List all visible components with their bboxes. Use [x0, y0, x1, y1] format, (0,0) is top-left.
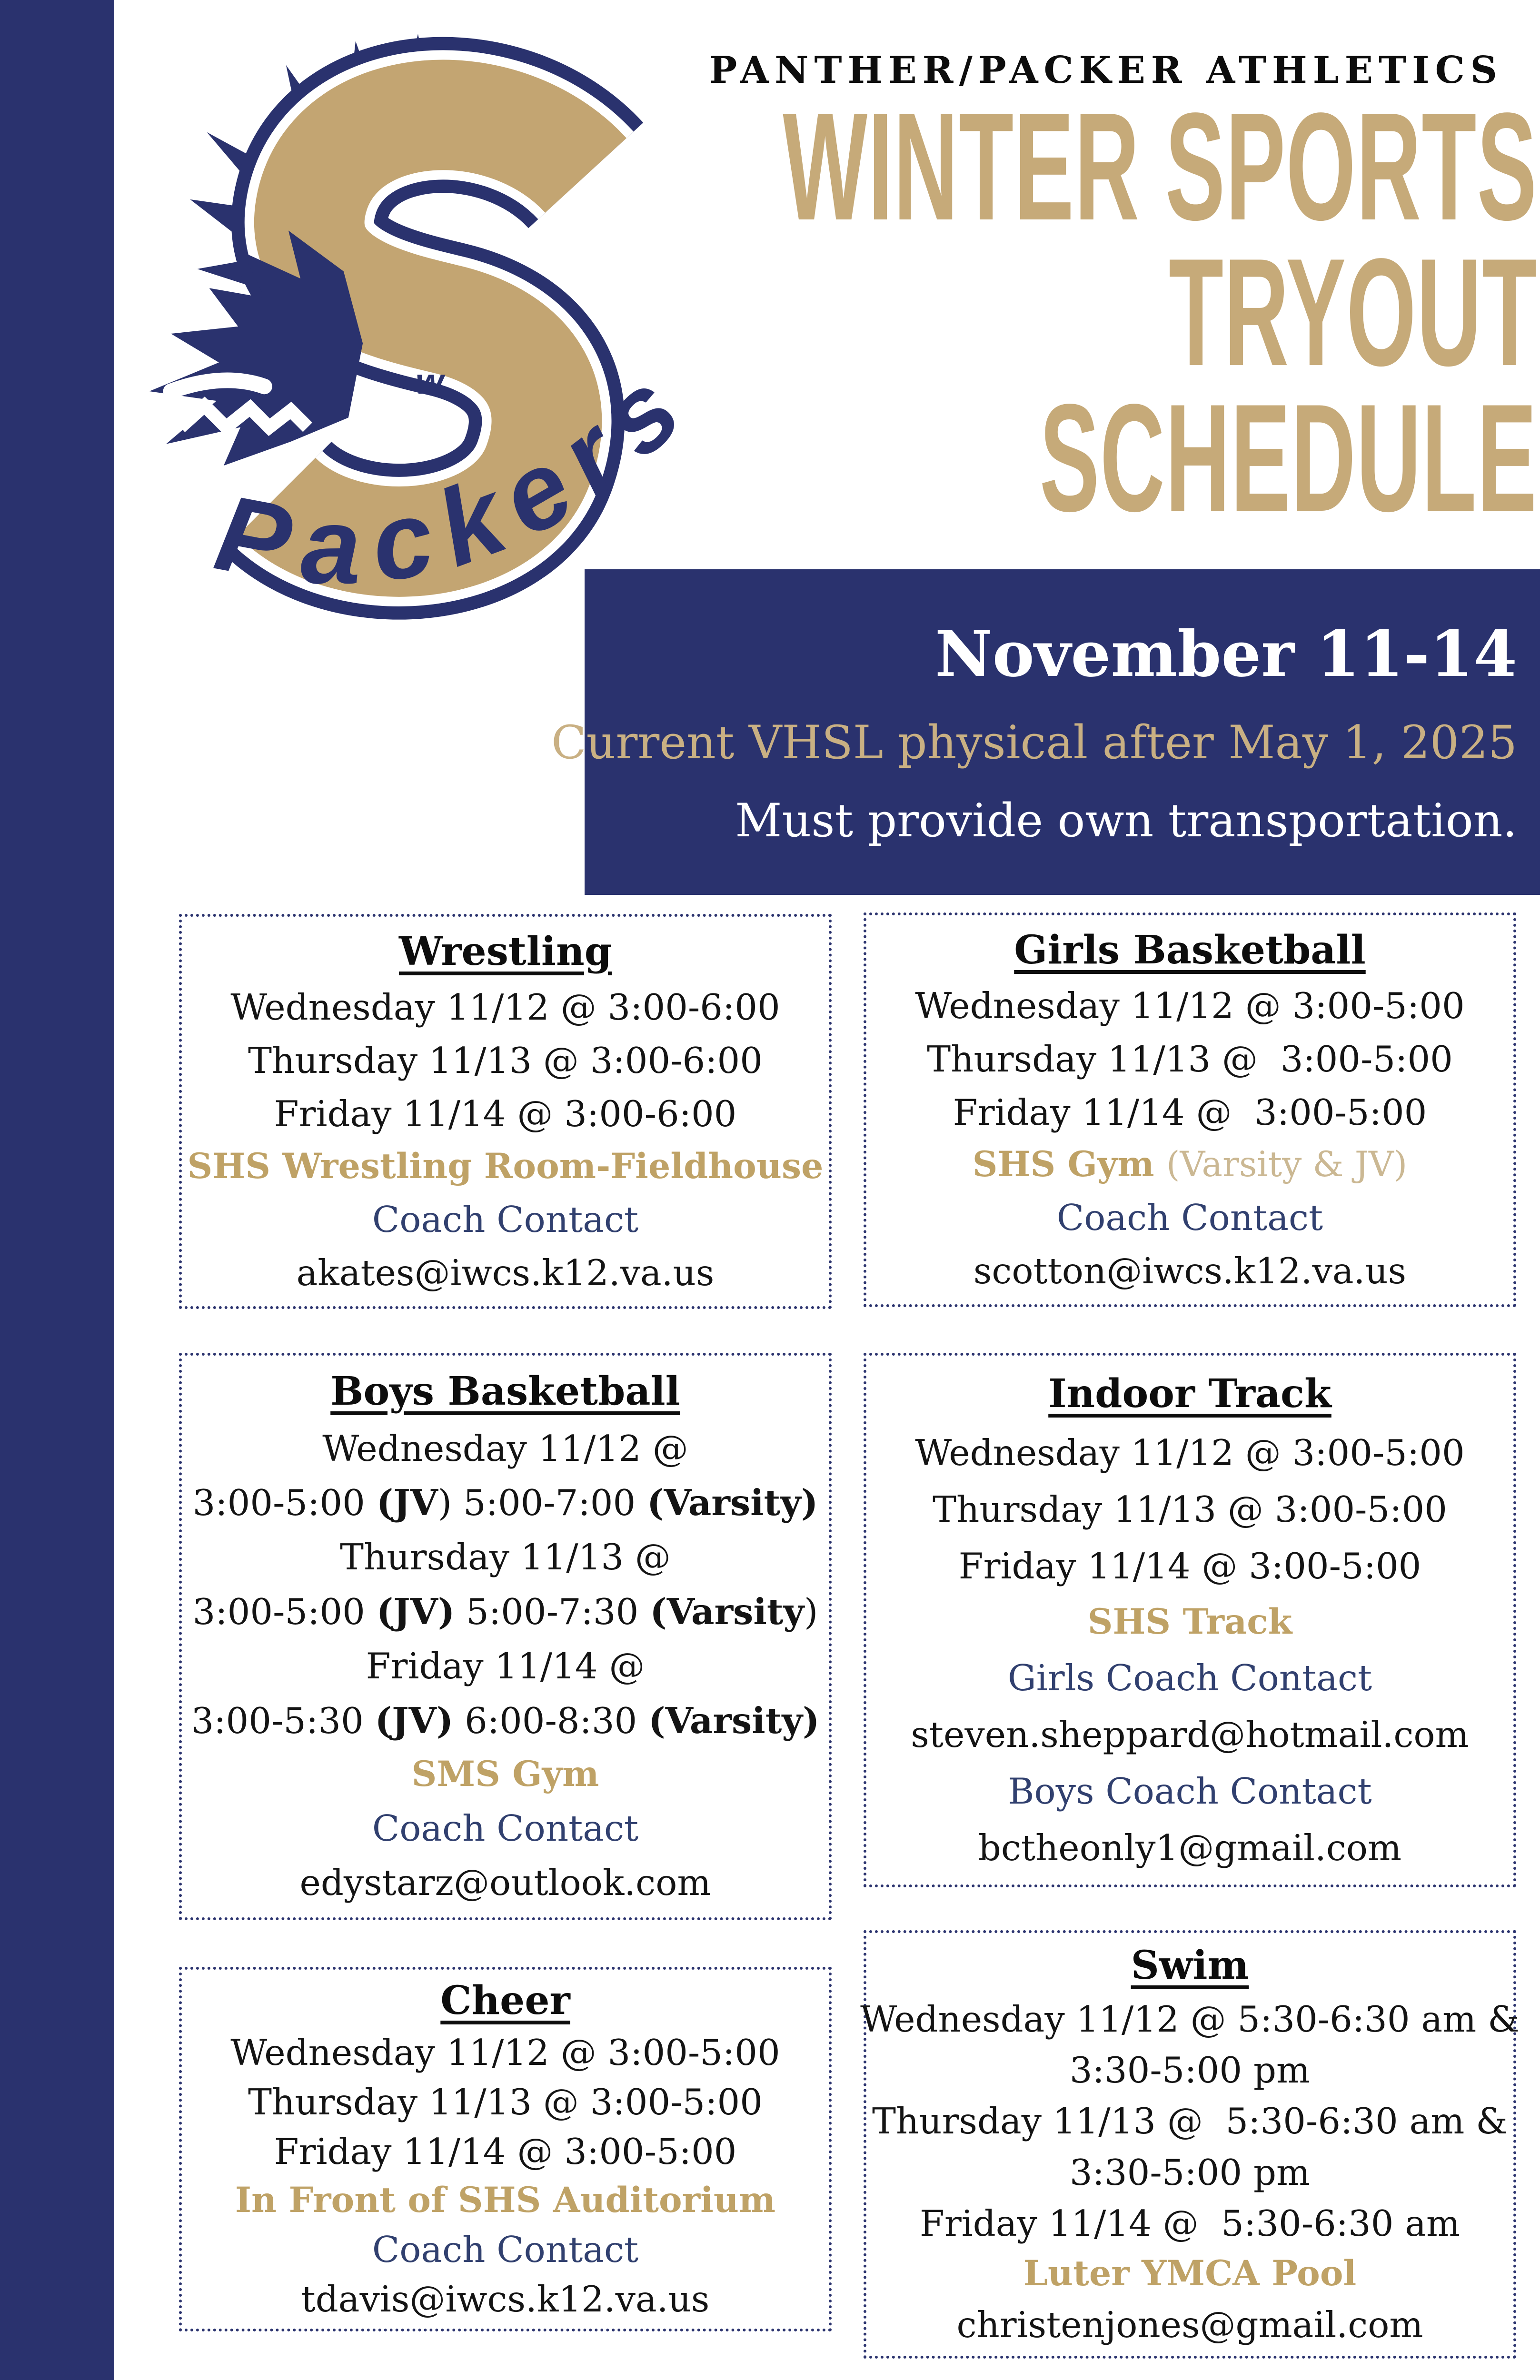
box-line-segment: Boys Coach Contact: [1008, 1770, 1372, 1813]
box-line-segment: (Varsity & JV): [1166, 1144, 1408, 1185]
box-line-segment: 3:00-5:00: [192, 1590, 377, 1633]
box-line-segment: Coach Contact: [372, 1198, 639, 1240]
box-line-segment: SHS Gym: [972, 1144, 1167, 1185]
box-line-segment: christenjones@gmail.com: [956, 2303, 1423, 2346]
box-line: [366, 1646, 645, 1686]
box-title: Boys Basketball: [330, 1368, 680, 1415]
box-title: Girls Basketball: [1014, 927, 1366, 973]
box-line-segment: SHS Track: [1087, 1601, 1292, 1642]
box-line-segment: akates@iwcs.k12.va.us: [296, 1251, 715, 1294]
box-line: [230, 2033, 780, 2073]
box-line: [911, 1715, 1469, 1755]
small-w-mark: w.: [415, 362, 452, 402]
team-name-script: Packers: [207, 347, 706, 607]
box-line: [973, 1145, 1407, 1184]
box-line-segment: 5:00-7:30: [455, 1590, 650, 1633]
box-line: [933, 1489, 1447, 1529]
box-line: [235, 2181, 775, 2220]
box-line-segment: ): [804, 1590, 818, 1633]
info-banner: [551, 569, 1540, 895]
box-line: [1070, 2050, 1310, 2090]
box-line-segment: Coach Contact: [1056, 1197, 1323, 1239]
box-title: Cheer: [440, 1978, 570, 2024]
box-line: [248, 2082, 763, 2122]
box-line: [274, 2132, 737, 2172]
box-line: [230, 987, 780, 1027]
box-line-segment: steven.sheppard@hotmail.com: [911, 1714, 1469, 1756]
box-line-segment: (JV: [376, 1482, 438, 1524]
box-line: [860, 1999, 1520, 2039]
box-line: [191, 1701, 820, 1741]
box-line-segment: Thursday 11/13 @ 3:00-5:00: [933, 1488, 1447, 1530]
box-line-segment: In Front of SHS Auditorium: [235, 2180, 776, 2221]
box-line-segment: Thursday 11/13 @: [340, 1536, 671, 1578]
box-line: [188, 1147, 824, 1186]
sport-box-swim: [860, 1930, 1520, 2359]
box-line: [959, 1546, 1421, 1586]
box-line-segment: tdavis@iwcs.k12.va.us: [301, 2278, 710, 2320]
box-line: [372, 1808, 638, 1848]
sport-box-girls-basketball: [864, 912, 1516, 1307]
box-line-segment: Wednesday 11/12 @ 3:00-5:00: [915, 984, 1465, 1027]
box-line-segment: Friday 11/14 @ 5:30-6:30 am: [919, 2202, 1461, 2245]
box-line: [1070, 2152, 1310, 2192]
box-title: Indoor Track: [1048, 1370, 1331, 1417]
box-line-segment: Thursday 11/13 @ 5:30-6:30 am &: [872, 2100, 1508, 2142]
box-line: [974, 1251, 1406, 1291]
page-title: [248, 81, 1537, 544]
box-line-segment: 3:00-5:30: [191, 1699, 375, 1742]
box-line-segment: (Varsity: [650, 1590, 805, 1633]
box-line-segment: Friday 11/14 @ 3:00-5:00: [958, 1545, 1421, 1587]
box-line-segment: Wednesday 11/12 @ 3:00-5:00: [915, 1431, 1465, 1474]
left-accent-bar: [0, 0, 114, 2380]
box-title: Swim: [1131, 1943, 1249, 1989]
box-line-segment: Friday 11/14 @: [366, 1645, 645, 1687]
box-line: [322, 1428, 688, 1468]
box-line-segment: 3:30-5:00 pm: [1069, 2151, 1311, 2193]
box-line: [372, 2230, 638, 2270]
box-line: [372, 1200, 638, 1240]
box-line: [297, 1253, 715, 1293]
box-line-segment: Wednesday 11/12 @: [322, 1427, 688, 1469]
box-line: [927, 1039, 1453, 1079]
box-line-segment: scotton@iwcs.k12.va.us: [973, 1250, 1407, 1292]
box-line-segment: 3:00-5:00: [192, 1482, 377, 1524]
box-line-segment: edystarz@outlook.com: [299, 1862, 711, 1904]
athletics-kicker: PANTHER/PACKER ATHLETICS: [709, 49, 1503, 92]
box-line-segment: (JV): [375, 1699, 454, 1742]
box-line: [274, 1094, 737, 1134]
box-line: [1057, 1198, 1323, 1238]
box-line-segment: Wednesday 11/12 @ 3:00-6:00: [230, 986, 780, 1028]
box-line-segment: Thursday 11/13 @ 3:00-5:00: [927, 1038, 1453, 1080]
sport-box-cheer: [179, 1967, 832, 2331]
box-title: Wrestling: [398, 929, 612, 975]
box-line-segment: (JV): [376, 1590, 455, 1633]
box-line-segment: 3:30-5:00 pm: [1069, 2049, 1311, 2091]
page-title-line-1: WINTER SPORTS: [783, 81, 1537, 252]
page-title-line-2: TRYOUT: [1168, 227, 1537, 398]
box-line: [957, 2305, 1423, 2345]
banner-dates: November 11-14: [935, 617, 1517, 691]
box-line: [915, 1433, 1464, 1473]
box-line-segment: Friday 11/14 @ 3:00-6:00: [274, 1093, 737, 1135]
box-line-segment: Coach Contact: [372, 1807, 639, 1850]
box-line: [193, 1483, 818, 1523]
box-line-segment: SHS Wrestling Room-Fieldhouse: [187, 1146, 824, 1187]
box-line: [1088, 1603, 1292, 1642]
box-line: [412, 1755, 599, 1794]
box-line: [920, 2203, 1460, 2243]
box-line-segment: Wednesday 11/12 @ 3:00-5:00: [230, 2031, 780, 2073]
box-line: [340, 1537, 671, 1577]
box-line-segment: Friday 11/14 @ 3:00-5:00: [953, 1091, 1427, 1133]
sport-box-indoor-track: [864, 1353, 1516, 1887]
box-line: [301, 2279, 710, 2319]
box-line: [1023, 2254, 1357, 2293]
box-line-segment: Luter YMCA Pool: [1023, 2253, 1357, 2294]
box-line: [915, 986, 1464, 1026]
box-line: [978, 1828, 1401, 1868]
banner-physical-requirement: Current VHSL physical after May 1, 2025: [551, 715, 1517, 769]
box-line: [193, 1592, 818, 1632]
box-line: [953, 1092, 1427, 1132]
box-line-segment: (Varsity): [648, 1699, 820, 1742]
box-line-segment: ) 5:00-7:00: [437, 1482, 647, 1524]
banner-transportation-note: Must provide own transportation.: [735, 793, 1517, 847]
box-line-segment: Wednesday 11/12 @ 5:30-6:30 am &: [860, 1998, 1520, 2040]
box-line-segment: SMS Gym: [411, 1753, 599, 1795]
box-line-segment: Thursday 11/13 @ 3:00-6:00: [248, 1039, 763, 1081]
sport-box-boys-basketball: [179, 1353, 832, 1920]
box-line-segment: Girls Coach Contact: [1007, 1657, 1372, 1699]
sport-box-wrestling: [179, 914, 832, 1309]
box-line-segment: bctheonly1@gmail.com: [978, 1827, 1402, 1869]
box-line-segment: 6:00-8:30: [453, 1699, 649, 1742]
box-line: [300, 1863, 711, 1903]
box-line-segment: Friday 11/14 @ 3:00-5:00: [274, 2131, 737, 2173]
box-line: [1008, 1771, 1371, 1811]
box-line-segment: Coach Contact: [372, 2228, 639, 2271]
box-line: [872, 2101, 1508, 2141]
page-title-line-3: SCHEDULE: [1039, 373, 1537, 544]
box-line: [248, 1041, 763, 1081]
box-line-segment: Thursday 11/13 @ 3:00-5:00: [248, 2081, 763, 2123]
box-line: [1008, 1658, 1372, 1698]
box-line-segment: (Varsity): [647, 1482, 818, 1524]
